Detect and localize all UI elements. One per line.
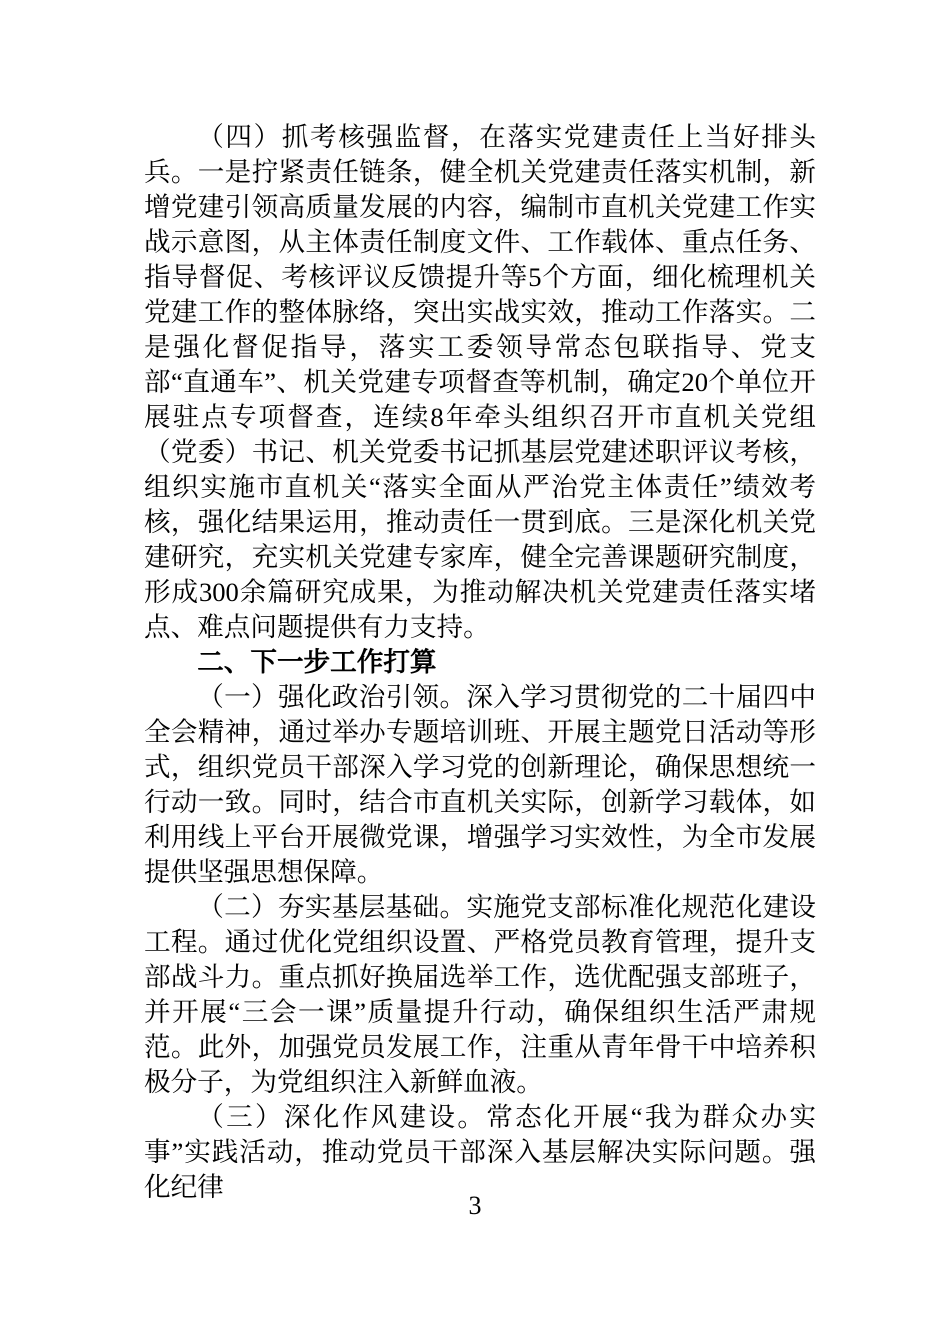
paragraph-point-one: （一）强化政治引领。深入学习贯彻党的二十届四中全会精神，通过举办专题培训班、开展主题党日活动等形式，组织党员干部深入学习党的创新理论，确保思想统一行动一致。同时，结合市直机关实际，创新学习载体，如利用线上平台开展微党课，增强学习实效性，为全市发展提供坚强思想保障。 bbox=[144, 682, 816, 887]
paragraph-section-four: （四）抓考核强监督，在落实党建责任上当好排头兵。一是拧紧责任链条，健全机关党建责任落实机制，新增党建引领高质量发展的内容，编制市直机关党建工作实战示意图，从主体责任制度文件、工作载体、重点任务、指导督促、考核评议反馈提升等5个方面，细化梳理机关党建工作的整体脉络，突出实战实效，推动工作落实。二是强化督促指导，落实工委领导常态包联指导、党支部“直通车”、机关党建专项督查等机制，确定20个单位开展驻点专项督查，连续8年牵头组织召开市直机关党组（党委）书记、机关党委书记抓基层党建述职评议考核，组织实施市直机关“落实全面从严治党主体责任”绩效考核，强化结果运用，推动责任一贯到底。三是深化机关党建研究，充实机关党建专家库，健全完善课题研究制度，形成300余篇研究成果，为推动解决机关党建责任落实堵点、难点问题提供有力支持。 bbox=[144, 122, 816, 642]
paragraph-point-three: （三）深化作风建设。常态化开展“我为群众办实事”实践活动，推动党员干部深入基层解决实际问题。强化纪律 bbox=[144, 1102, 816, 1202]
page-number: 3 bbox=[468, 1191, 482, 1220]
document-body bbox=[144, 120, 816, 1205]
heading-next-step-plan: 二、下一步工作打算 bbox=[197, 647, 437, 677]
paragraph-point-two: （二）夯实基层基础。实施党支部标准化规范化建设工程。通过优化党组织设置、严格党员教育管理，提升支部战斗力。重点抓好换届选举工作，选优配强支部班子，并开展“三会一课”质量提升行动，确保组织生活严肃规范。此外，加强党员发展工作，注重从青年骨干中培养积极分子，为党组织注入新鲜血液。 bbox=[144, 892, 816, 1097]
